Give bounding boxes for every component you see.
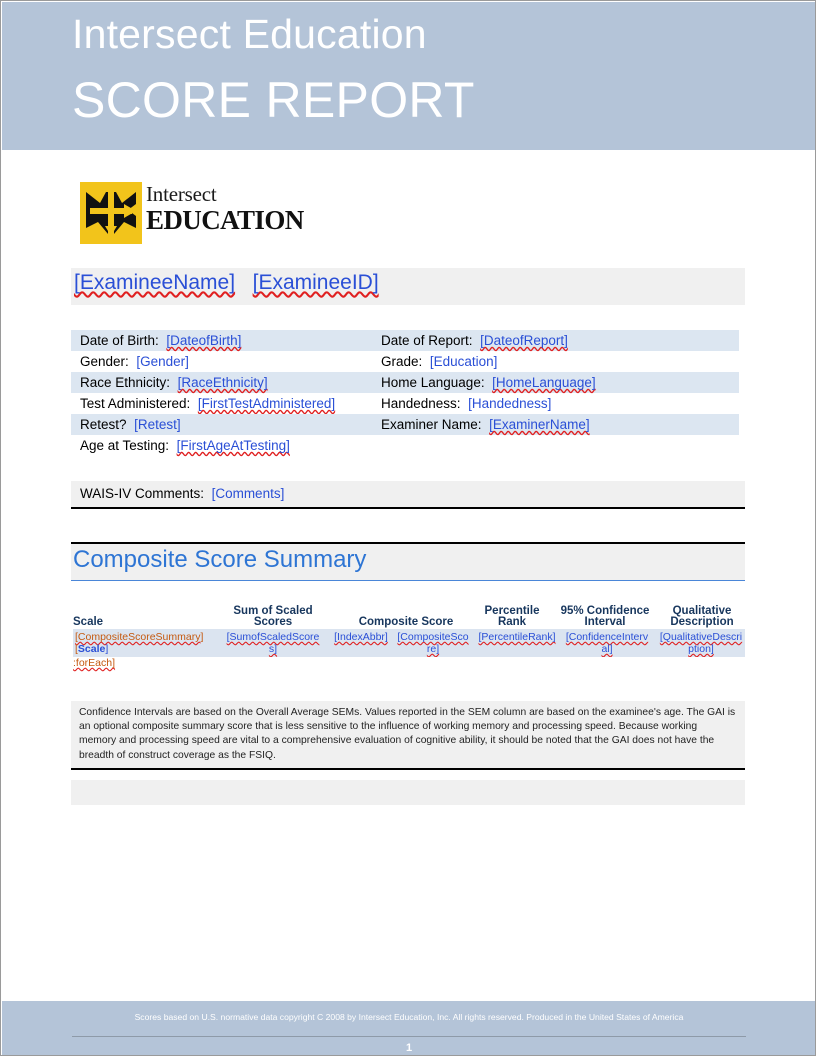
demo-label-home-language: Home Language: bbox=[381, 375, 485, 390]
merge-field-scale-name: Scale bbox=[77, 643, 106, 655]
cell-percentile-rank bbox=[477, 631, 557, 643]
demo-cell-examiner-name bbox=[381, 416, 590, 433]
merge-field-composite-score-summary: [CompositeScoreSummary bbox=[75, 631, 201, 643]
report-header-band bbox=[2, 2, 816, 150]
cell-confidence-interval bbox=[563, 631, 651, 655]
demo-cell-race-ethnicity bbox=[80, 374, 268, 391]
merge-field-scale-end: ] bbox=[105, 643, 109, 655]
demo-value-retest[interactable]: [Retest] bbox=[134, 417, 181, 432]
demo-cell-home-language bbox=[381, 374, 596, 391]
demo-label-dob: Date of Birth: bbox=[80, 333, 159, 348]
demo-cell-test-administered bbox=[80, 395, 335, 412]
merge-field-qualitative-description[interactable]: [QualitativeDescription] bbox=[659, 631, 743, 655]
footer-page-number: 1 bbox=[405, 1042, 413, 1054]
empty-content-block bbox=[71, 780, 745, 805]
column-header-composite-score: Composite Score bbox=[358, 616, 454, 629]
merge-field-index-abbr[interactable]: [IndexAbbr] bbox=[334, 631, 388, 643]
demo-value-test-administered[interactable]: [FirstTestAdministered] bbox=[197, 396, 336, 411]
cell-sum-of-scaled-scores bbox=[223, 631, 323, 655]
demo-value-grade[interactable]: [Education] bbox=[429, 354, 498, 369]
table-row bbox=[71, 330, 739, 351]
section-title: Composite Score Summary bbox=[73, 546, 367, 573]
foreach-tag-row bbox=[73, 657, 745, 672]
footnote-block bbox=[71, 701, 745, 770]
footer-copyright: Scores based on U.S. normative data copyright C 2008 by Intersect Education, Inc. All rights reserved. Produced in the United States of America bbox=[134, 1012, 684, 1022]
examinee-identity-bar bbox=[71, 268, 745, 305]
logo-name-top: Intersect bbox=[146, 182, 217, 206]
organization-name: Intersect Education bbox=[72, 11, 427, 57]
report-footer-band bbox=[2, 1001, 816, 1056]
cell-index-abbr bbox=[331, 631, 391, 643]
column-header-percentile-rank: Percentile Rank bbox=[484, 604, 540, 629]
demo-value-age-at-testing[interactable]: [FirstAgeAtTesting] bbox=[176, 438, 290, 453]
table-row bbox=[71, 393, 739, 414]
demo-label-grade: Grade: bbox=[381, 354, 423, 369]
logo-wordmark bbox=[146, 182, 304, 235]
comments-label: WAIS-IV Comments: bbox=[80, 486, 205, 501]
demo-cell-date-of-report bbox=[381, 332, 568, 349]
comments-value-field[interactable]: [Comments] bbox=[211, 486, 285, 501]
examinee-id-field[interactable]: [ExamineeID] bbox=[252, 271, 379, 294]
merge-field-sum-of-scaled-scores[interactable]: [SumofScaledScores] bbox=[226, 631, 320, 655]
section-header-composite-score-summary bbox=[71, 542, 745, 581]
table-row bbox=[73, 629, 745, 657]
merge-field-scale-close: ][ bbox=[75, 631, 204, 655]
demo-label-date-of-report: Date of Report: bbox=[381, 333, 473, 348]
table-header-row bbox=[73, 584, 745, 629]
demo-value-dob[interactable]: [DateofBirth] bbox=[166, 333, 242, 348]
demo-cell-retest bbox=[80, 416, 181, 433]
demo-value-handedness[interactable]: [Handedness] bbox=[468, 396, 552, 411]
logo-name-bottom: EDUCATION bbox=[146, 205, 304, 235]
column-header-sum-of-scaled-scores: Sum of Scaled Scores bbox=[233, 604, 313, 629]
demo-label-gender: Gender: bbox=[80, 354, 129, 369]
column-header-qualitative-description: Qualitative Description bbox=[670, 604, 734, 629]
demo-cell-dob bbox=[80, 332, 241, 349]
demographics-table bbox=[71, 330, 739, 456]
merge-field-percentile-rank[interactable]: [PercentileRank] bbox=[478, 631, 556, 643]
demo-label-test-administered: Test Administered: bbox=[80, 396, 191, 411]
page-title: SCORE REPORT bbox=[72, 72, 475, 128]
composite-score-summary-table bbox=[73, 584, 745, 672]
footer-divider bbox=[72, 1036, 746, 1037]
demo-label-handedness: Handedness: bbox=[381, 396, 461, 411]
table-row bbox=[71, 414, 739, 435]
demo-cell-gender bbox=[80, 353, 189, 370]
merge-field-composite-score[interactable]: [CompositeScore] bbox=[397, 631, 469, 655]
demo-value-examiner-name[interactable]: [ExaminerName] bbox=[489, 417, 590, 432]
table-row bbox=[71, 351, 739, 372]
cell-scale[interactable] bbox=[75, 631, 213, 655]
demo-label-retest: Retest? bbox=[80, 417, 127, 432]
examinee-name-field[interactable]: [ExamineeName] bbox=[74, 271, 236, 294]
table-row bbox=[71, 372, 739, 393]
column-header-scale: Scale bbox=[73, 616, 104, 629]
demo-label-age-at-testing: Age at Testing: bbox=[80, 438, 170, 453]
merge-field-confidence-interval[interactable]: [ConfidenceInterval] bbox=[565, 631, 649, 655]
brand-logo bbox=[80, 182, 304, 244]
demo-cell-grade bbox=[381, 353, 497, 370]
demo-label-race-ethnicity: Race Ethnicity: bbox=[80, 375, 171, 390]
merge-field-foreach[interactable]: :forEach] bbox=[73, 657, 116, 669]
comments-block bbox=[71, 481, 745, 509]
logo-mark-icon bbox=[80, 182, 142, 244]
footnote-text: Confidence Intervals are based on the Overall Average SEMs. Values reported in the SEM column are based on the examinee's age. The GAI is an optional composite summary score that is less sensitive to the influence of working memory and processing speed. Because working memory and processing speed are vital to a comprehensive evaluation of cognitive ability, it should be noted that the GAI does not have the breadth of construct coverage as the FSIQ. bbox=[79, 707, 736, 761]
demo-cell-age-at-testing bbox=[80, 437, 290, 454]
demo-value-race-ethnicity[interactable]: [RaceEthnicity] bbox=[177, 375, 268, 390]
demo-value-home-language[interactable]: [HomeLanguage] bbox=[492, 375, 596, 390]
demo-value-gender[interactable]: [Gender] bbox=[136, 354, 189, 369]
demo-label-examiner-name: Examiner Name: bbox=[381, 417, 482, 432]
cell-qualitative-description bbox=[657, 631, 745, 655]
column-header-confidence-interval: 95% Confidence Interval bbox=[560, 604, 650, 629]
cell-composite-score bbox=[397, 631, 469, 655]
demo-cell-handedness bbox=[381, 395, 551, 412]
table-row bbox=[71, 435, 739, 456]
demo-value-date-of-report[interactable]: [DateofReport] bbox=[480, 333, 568, 348]
examinee-field-spacer bbox=[241, 271, 247, 294]
